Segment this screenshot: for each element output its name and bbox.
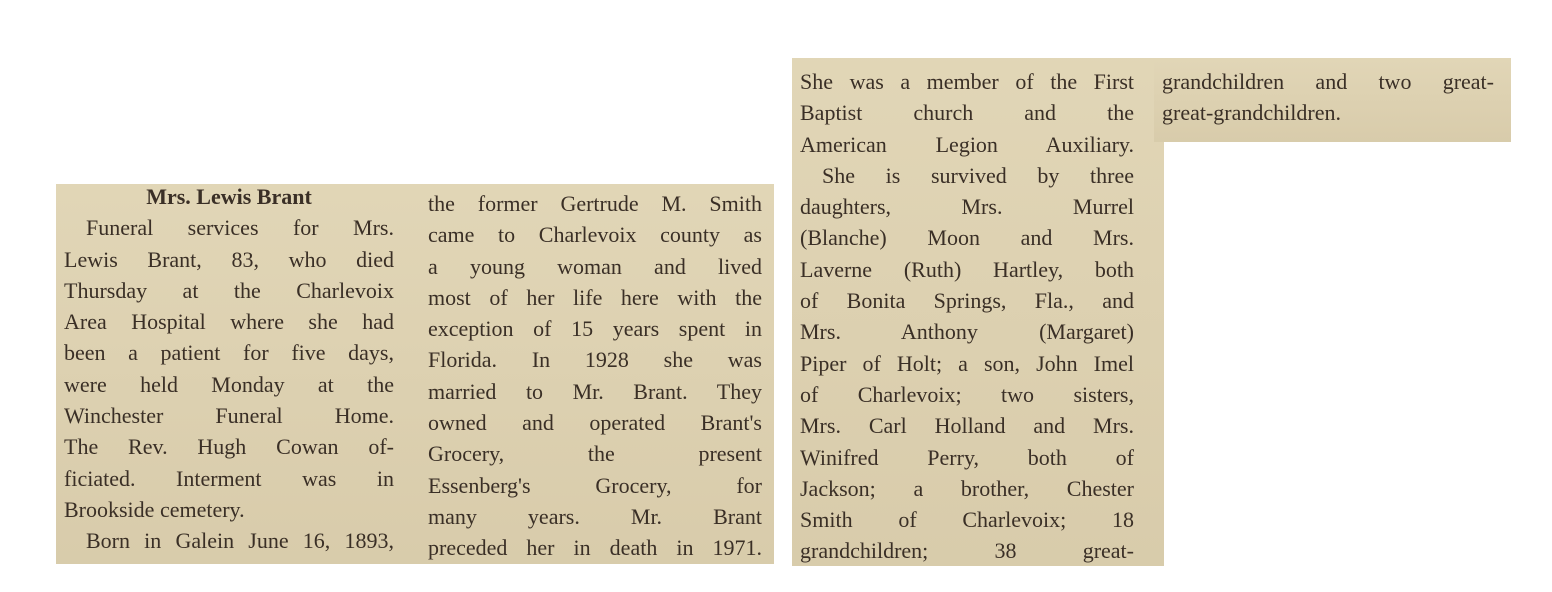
text-line: Essenberg's Grocery, for [428, 472, 762, 498]
obituary-column-1 [64, 181, 394, 557]
text-line: Thursday at the Charlevoix [64, 277, 394, 303]
text-line: many years. Mr. Brant [428, 503, 762, 529]
obituary-heading: Mrs. Lewis Brant [146, 184, 312, 209]
text-line: daughters, Mrs. Murrel [800, 194, 1134, 220]
text-line: grandchildren; 38 great- [800, 538, 1134, 564]
text-line: Baptist church and the [800, 100, 1134, 126]
text-line: Laverne (Ruth) Hartley, both [800, 256, 1134, 282]
text-line: Funeral services for Mrs. [86, 215, 394, 241]
text-line: Mrs. Anthony (Margaret) [800, 319, 1134, 345]
text-line: a young woman and lived [428, 253, 762, 279]
text-line: the former Gertrude M. Smith [428, 191, 762, 216]
text-line: exception of 15 years spent in [428, 316, 762, 342]
text-line: ficiated. Interment was in [64, 465, 394, 491]
text-line: (Blanche) Moon and Mrs. [800, 225, 1134, 251]
text-line: great-grandchildren. [1162, 100, 1341, 126]
text-line: The Rev. Hugh Cowan of- [64, 434, 394, 460]
text-line: Jackson; a brother, Chester [800, 475, 1134, 501]
text-line: Lewis Brant, 83, who died [64, 246, 394, 272]
text-line: Piper of Holt; a son, John Imel [800, 350, 1134, 376]
text-line: been a patient for five days, [64, 340, 394, 366]
text-line: Florida. In 1928 she was [428, 347, 762, 373]
text-line: married to Mr. Brant. They [428, 378, 762, 404]
text-line: Winifred Perry, both of [800, 444, 1134, 470]
text-line: of Bonita Springs, Fla., and [800, 288, 1134, 314]
text-line: American Legion Auxiliary. [800, 131, 1134, 157]
text-line: most of her life here with the [428, 284, 762, 310]
text-line: Area Hospital where she had [64, 309, 394, 335]
text-line: Grocery, the present [428, 441, 762, 467]
text-line: She is survived by three [822, 162, 1134, 188]
text-line: owned and operated Brant's [428, 410, 762, 436]
text-line: came to Charlevoix county as [428, 222, 762, 248]
text-line: Mrs. Carl Holland and Mrs. [800, 413, 1134, 439]
obituary-column-2 [428, 188, 762, 564]
text-line: Brookside cemetery. [64, 496, 245, 522]
text-line: Born in Galein June 16, 1893, [86, 528, 394, 554]
obituary-column-3 [800, 66, 1134, 567]
text-line: Winchester Funeral Home. [64, 403, 394, 429]
text-line: She was a member of the First [800, 69, 1134, 94]
obituary-column-4 [1162, 66, 1494, 129]
text-line: were held Monday at the [64, 371, 394, 397]
text-line: grandchildren and two great- [1162, 69, 1494, 94]
text-line: of Charlevoix; two sisters, [800, 381, 1134, 407]
text-line: Smith of Charlevoix; 18 [800, 507, 1134, 533]
text-line: preceded her in death in 1971. [428, 535, 762, 561]
